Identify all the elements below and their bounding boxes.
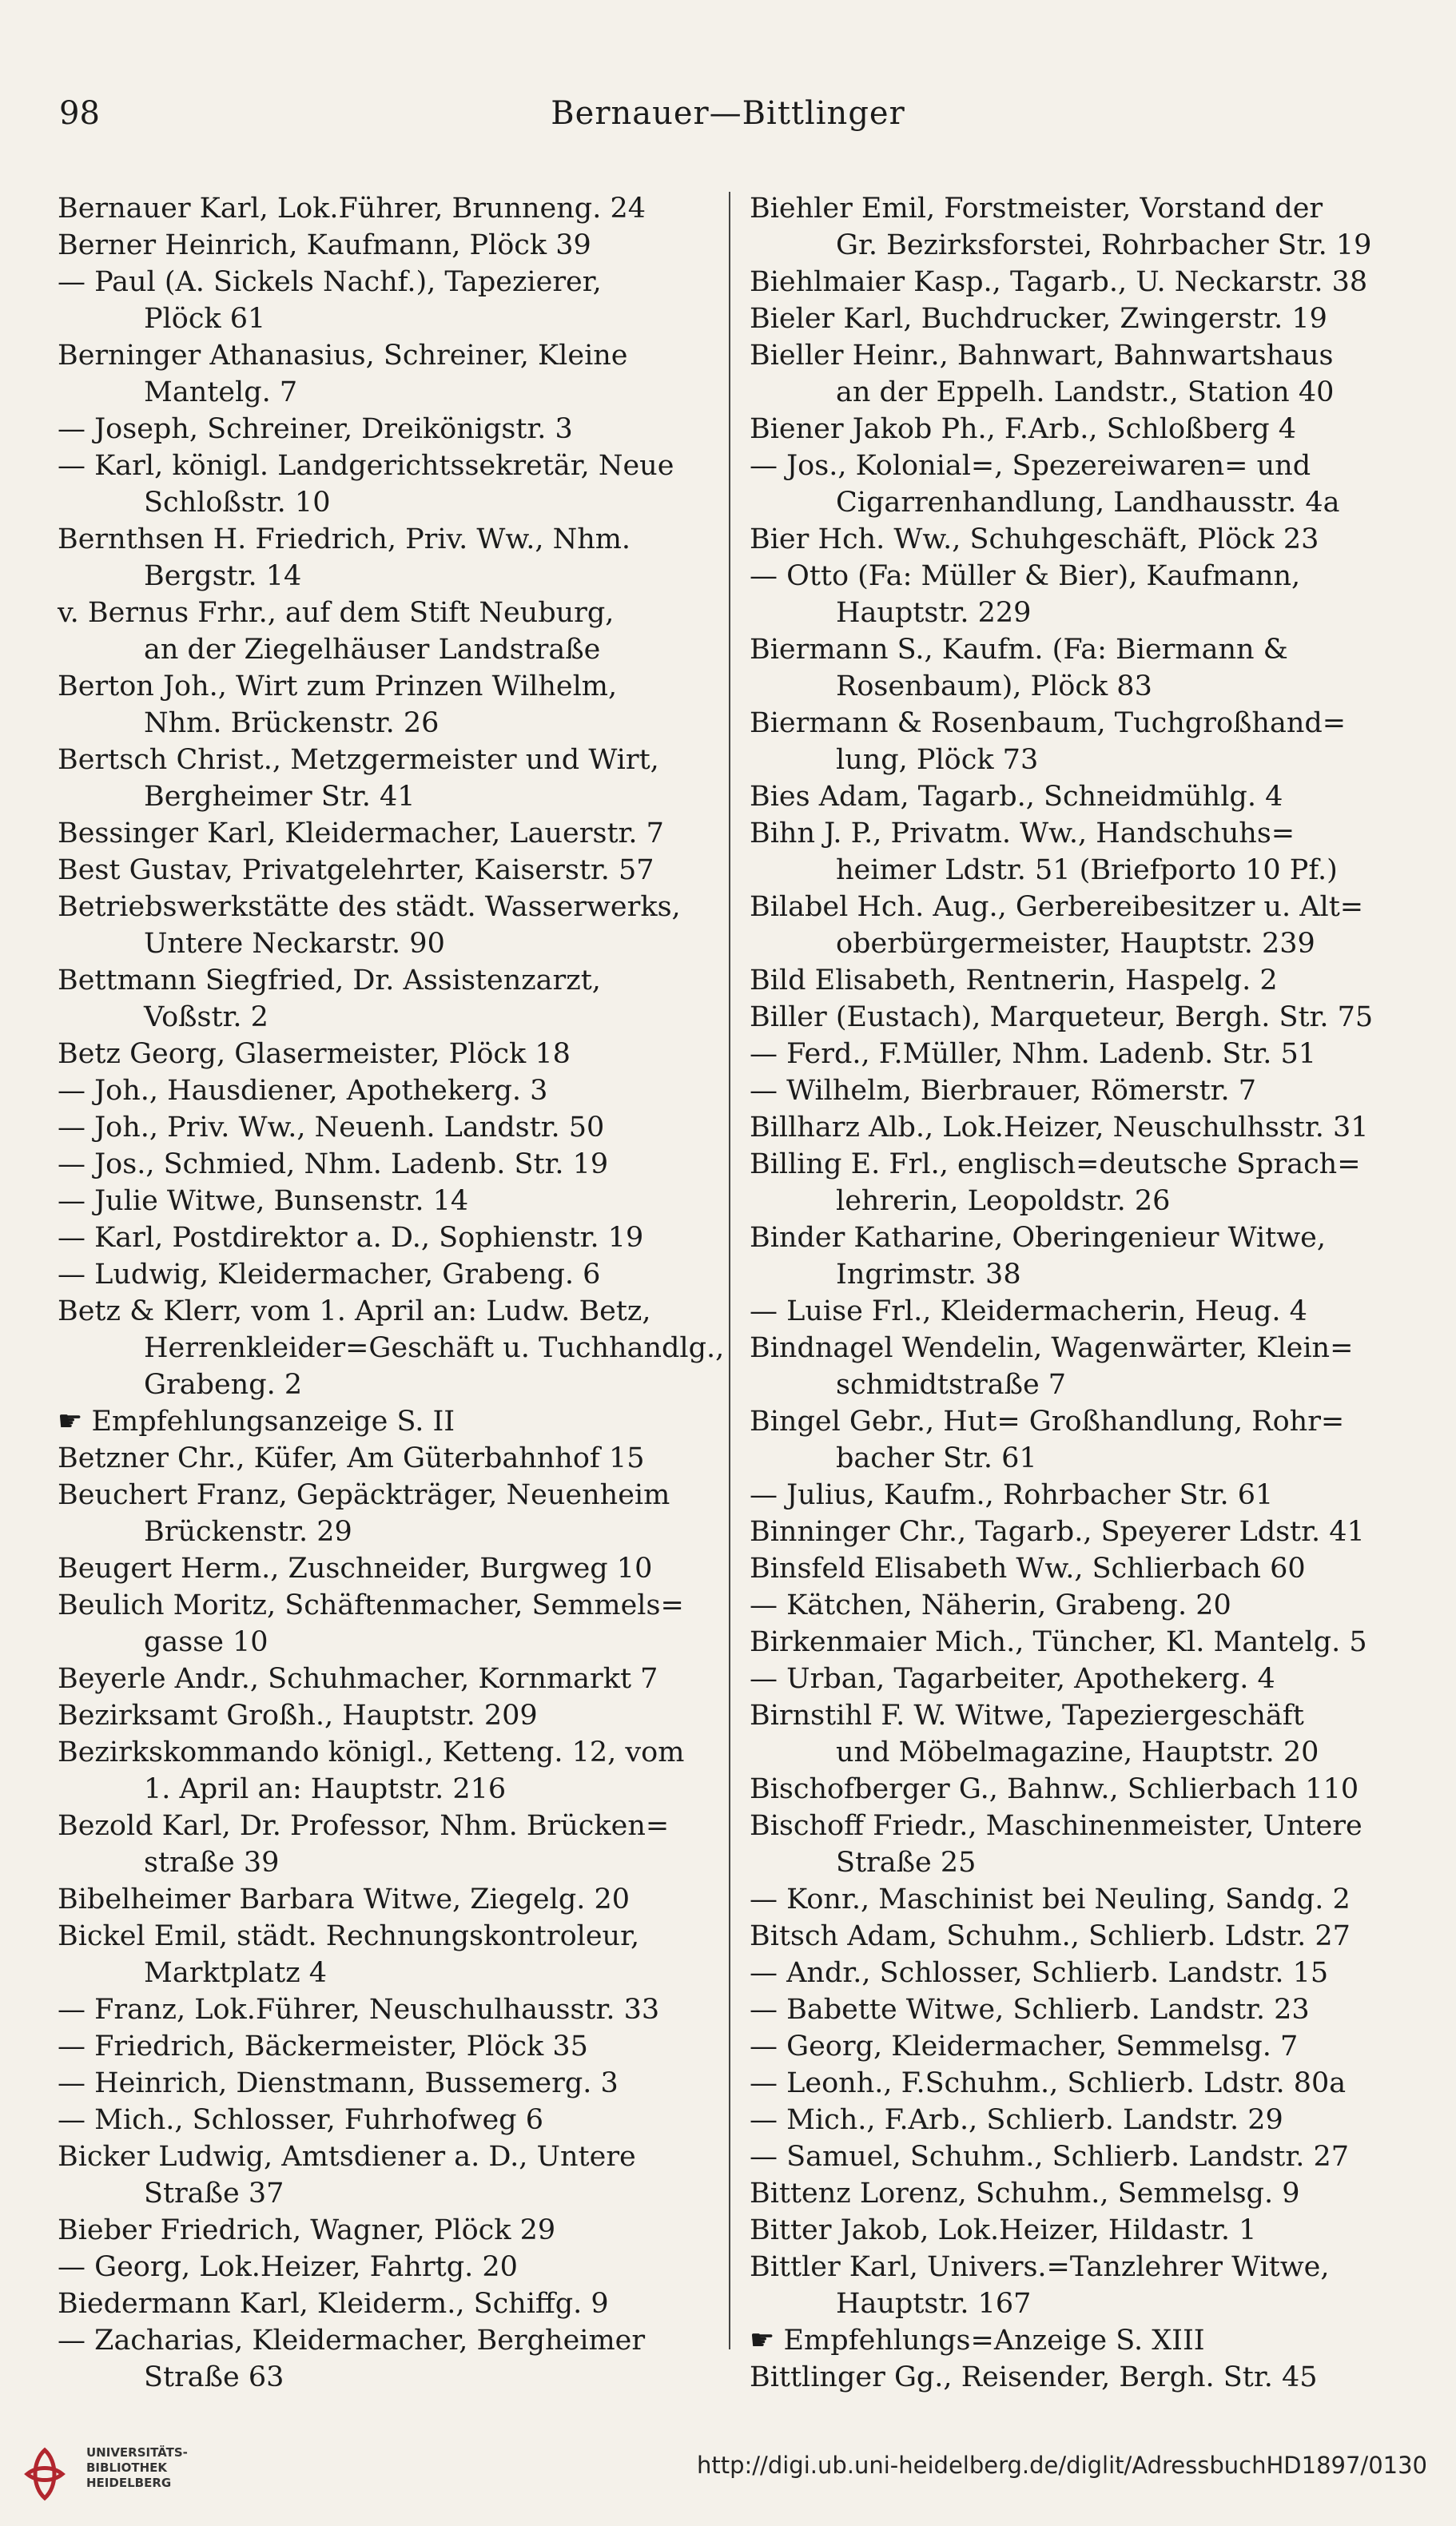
entry-line: Beulich Moritz, Schäftenmacher, Semmels= (58, 1589, 684, 1621)
directory-entry (58, 668, 713, 742)
entry-continuation-line: Nhm. Brückenstr. 26 (144, 707, 440, 739)
entry-line: Bittlinger Gg., Reisender, Bergh. Str. 45 (750, 2361, 1318, 2393)
directory-entry (58, 1808, 713, 1881)
directory-entry (750, 1661, 1398, 1697)
directory-entry (58, 2322, 713, 2396)
entry-line: Berninger Athanasius, Schreiner, Kleine (58, 340, 628, 372)
entry-line: ☛ Empfehlungsanzeige S. II (58, 1406, 455, 1438)
library-seal-icon (16, 2445, 74, 2503)
directory-entry (750, 1036, 1398, 1072)
entry-line: — Luise Frl., Kleidermacherin, Heug. 4 (750, 1295, 1307, 1327)
directory-entry (58, 1440, 713, 1477)
entry-line: Bickel Emil, städt. Rechnungskontroleur, (58, 1920, 640, 1952)
directory-entry (750, 2175, 1398, 2212)
page-number: 98 (59, 95, 100, 132)
entry-line: Bild Elisabeth, Rentnerin, Haspelg. 2 (750, 965, 1278, 996)
entry-line: Binder Katharine, Oberingenieur Witwe, (750, 1222, 1327, 1254)
directory-entry (750, 1808, 1398, 1881)
entry-line: Bettmann Siegfried, Dr. Assistenzarzt, (58, 965, 601, 996)
directory-entry (58, 2102, 713, 2138)
directory-entry (58, 1109, 713, 1146)
directory-entry (58, 1587, 713, 1661)
column-divider (729, 192, 730, 2349)
entry-line: — Otto (Fa: Müller & Bier), Kaufmann, (750, 560, 1301, 592)
directory-entry (58, 889, 713, 962)
entry-continuation-line: Straße 37 (144, 2178, 284, 2210)
entry-continuation-line: Plöck 61 (144, 303, 266, 335)
directory-entry (750, 2102, 1398, 2138)
entry-line: Betriebswerkstätte des städt. Wasserwerks, (58, 891, 681, 923)
directory-entry (750, 2359, 1398, 2396)
entry-continuation-line: straße 39 (144, 1847, 280, 1879)
directory-entry (750, 631, 1398, 705)
directory-entry (750, 411, 1398, 448)
entry-continuation-line: Hauptstr. 167 (836, 2288, 1032, 2320)
directory-entry (58, 2065, 713, 2102)
directory-entry (58, 1403, 713, 1440)
entry-continuation-line: Hauptstr. 229 (836, 597, 1032, 629)
directory-entry (750, 889, 1398, 962)
entry-continuation-line: heimer Ldstr. 51 (Briefporto 10 Pf.) (836, 854, 1338, 886)
directory-entry (750, 1881, 1398, 1918)
directory-entry (750, 1624, 1398, 1661)
entry-continuation-line: bacher Str. 61 (836, 1442, 1037, 1474)
directory-entry (750, 1550, 1398, 1587)
directory-entry (750, 2249, 1398, 2322)
entry-line: Bertsch Christ., Metzgermeister und Wirt, (58, 744, 659, 776)
directory-entry (58, 1734, 713, 1808)
directory-entry (58, 227, 713, 264)
directory-entry (750, 1955, 1398, 1991)
directory-entry (750, 2065, 1398, 2102)
entry-continuation-line: Schloßstr. 10 (144, 487, 331, 519)
entry-line: — Georg, Lok.Heizer, Fahrtg. 20 (58, 2251, 518, 2283)
directory-entry (58, 448, 713, 521)
directory-entry (58, 264, 713, 337)
entry-line: Betzner Chr., Küfer, Am Güterbahnhof 15 (58, 1442, 645, 1474)
directory-entry (750, 1219, 1398, 1293)
directory-entry (750, 1293, 1398, 1330)
entry-line: Bicker Ludwig, Amtsdiener a. D., Untere (58, 2141, 636, 2173)
entry-line: Biehler Emil, Forstmeister, Vorstand der (750, 193, 1323, 225)
entry-line: Bernthsen H. Friedrich, Priv. Ww., Nhm. (58, 523, 631, 555)
entry-line: — Andr., Schlosser, Schlierb. Landstr. 15 (750, 1957, 1329, 1989)
entry-line: Best Gustav, Privatgelehrter, Kaiserstr. 57 (58, 854, 654, 886)
entry-line: Bieller Heinr., Bahnwart, Bahnwartshaus (750, 340, 1334, 372)
directory-entry (750, 448, 1398, 521)
entry-continuation-line: gasse 10 (144, 1626, 269, 1658)
entry-line: Bezold Karl, Dr. Professor, Nhm. Brücken= (58, 1810, 670, 1842)
entry-line: — Ludwig, Kleidermacher, Grabeng. 6 (58, 1259, 601, 1291)
directory-entry (58, 742, 713, 815)
entry-line: — Wilhelm, Bierbrauer, Römerstr. 7 (750, 1075, 1256, 1107)
directory-entry (750, 1109, 1398, 1146)
entry-line: — Karl, Postdirektor a. D., Sophienstr. 19 (58, 1222, 644, 1254)
directory-entry (58, 521, 713, 595)
entry-line: Berner Heinrich, Kaufmann, Plöck 39 (58, 229, 591, 261)
entry-line: Bittler Karl, Univers.=Tanzlehrer Witwe, (750, 2251, 1330, 2283)
entry-continuation-line: an der Ziegelhäuser Landstraße (144, 634, 601, 666)
entry-line: Bezirkskommando königl., Ketteng. 12, vom (58, 1736, 685, 1768)
directory-entry (58, 2138, 713, 2212)
entry-line: Birkenmaier Mich., Tüncher, Kl. Mantelg. 5 (750, 1626, 1367, 1658)
entry-line: Betz & Klerr, vom 1. April an: Ludw. Betz, (58, 1295, 651, 1327)
directory-entry (58, 1881, 713, 1918)
entry-line: — Karl, königl. Landgerichtssekretär, Neue (58, 450, 674, 482)
entry-line: Bernauer Karl, Lok.Führer, Brunneng. 24 (58, 193, 646, 225)
entry-continuation-line: Mantelg. 7 (144, 376, 298, 408)
entry-line: Bihn J. P., Privatm. Ww., Handschuhs= (750, 817, 1295, 849)
entry-line: Biehlmaier Kasp., Tagarb., U. Neckarstr. 38 (750, 266, 1368, 298)
entry-continuation-line: lehrerin, Leopoldstr. 26 (836, 1185, 1171, 1217)
directory-entry (58, 337, 713, 411)
directory-entry (58, 1036, 713, 1072)
directory-entry (750, 1477, 1398, 1514)
entry-line: Birnstihl F. W. Witwe, Tapeziergeschäft (750, 1700, 1304, 1732)
entry-continuation-line: Bergheimer Str. 41 (144, 781, 416, 813)
entry-continuation-line: Straße 25 (836, 1847, 977, 1879)
directory-entry (750, 1697, 1398, 1771)
library-name-line: BIBLIOTHEK (86, 2460, 167, 2475)
entry-line: — Franz, Lok.Führer, Neuschulhausstr. 33 (58, 1994, 660, 2026)
entry-continuation-line: Brückenstr. 29 (144, 1516, 352, 1548)
entry-line: — Heinrich, Dienstmann, Bussemerg. 3 (58, 2067, 619, 2099)
entry-line: Biermann & Rosenbaum, Tuchgroßhand= (750, 707, 1347, 739)
entry-continuation-line: schmidtstraße 7 (836, 1369, 1067, 1401)
directory-entry (750, 815, 1398, 889)
directory-entry (750, 1514, 1398, 1550)
entry-line: — Jos., Schmied, Nhm. Ladenb. Str. 19 (58, 1148, 609, 1180)
directory-entry (58, 815, 713, 852)
entry-line: — Friedrich, Bäckermeister, Plöck 35 (58, 2031, 588, 2063)
directory-entry (750, 300, 1398, 337)
entry-line: Bischofberger G., Bahnw., Schlierbach 110 (750, 1773, 1359, 1805)
entry-line: — Mich., F.Arb., Schlierb. Landstr. 29 (750, 2104, 1283, 2136)
entry-line: — Julius, Kaufm., Rohrbacher Str. 61 (750, 1479, 1274, 1511)
entry-continuation-line: Gr. Bezirksforstei, Rohrbacher Str. 19 (836, 229, 1372, 261)
entry-continuation-line: Grabeng. 2 (144, 1369, 303, 1401)
left-column (58, 190, 725, 2396)
entry-line: Bitter Jakob, Lok.Heizer, Hildastr. 1 (750, 2214, 1257, 2246)
entry-continuation-line: Straße 63 (144, 2361, 284, 2393)
directory-entry (750, 190, 1398, 264)
entry-line: — Joseph, Schreiner, Dreikönigstr. 3 (58, 413, 573, 445)
footer-bar (0, 2421, 1456, 2526)
directory-entry (58, 2212, 713, 2249)
entry-line: Beyerle Andr., Schuhmacher, Kornmarkt 7 (58, 1663, 658, 1695)
directory-entry (58, 1991, 713, 2028)
entry-line: — Babette Witwe, Schlierb. Landstr. 23 (750, 1994, 1310, 2026)
entry-continuation-line: und Möbelmagazine, Hauptstr. 20 (836, 1736, 1319, 1768)
directory-entry (58, 1477, 713, 1550)
directory-entry (750, 264, 1398, 300)
entry-line: Beugert Herm., Zuschneider, Burgweg 10 (58, 1553, 653, 1585)
entry-line: — Konr., Maschinist bei Neuling, Sandg. 2 (750, 1884, 1351, 1915)
entry-continuation-line: Herrenkleider=Geschäft u. Tuchhandlg., (144, 1332, 725, 1364)
entry-line: — Urban, Tagarbeiter, Apothekerg. 4 (750, 1663, 1275, 1695)
entry-line: Bingel Gebr., Hut= Großhandlung, Rohr= (750, 1406, 1345, 1438)
entry-continuation-line: Untere Neckarstr. 90 (144, 928, 445, 960)
entry-line: Bieler Karl, Buchdrucker, Zwingerstr. 19 (750, 303, 1327, 335)
directory-entry (750, 337, 1398, 411)
entry-line: — Paul (A. Sickels Nachf.), Tapezierer, (58, 266, 602, 298)
directory-entry (58, 2028, 713, 2065)
entry-line: — Ferd., F.Müller, Nhm. Ladenb. Str. 51 (750, 1038, 1317, 1070)
directory-entry (750, 705, 1398, 778)
entry-continuation-line: Ingrimstr. 38 (836, 1259, 1021, 1291)
library-name-line: UNIVERSITÄTS- (86, 2445, 188, 2460)
entry-line: Bier Hch. Ww., Schuhgeschäft, Plöck 23 (750, 523, 1319, 555)
directory-entry (750, 962, 1398, 999)
entry-line: — Samuel, Schuhm., Schlierb. Landstr. 27 (750, 2141, 1349, 2173)
directory-entry (58, 1918, 713, 1991)
entry-line: Betz Georg, Glasermeister, Plöck 18 (58, 1038, 571, 1070)
directory-entry (750, 558, 1398, 631)
entry-line: Binninger Chr., Tagarb., Speyerer Ldstr. 41 (750, 1516, 1365, 1548)
entry-line: — Mich., Schlosser, Fuhrhofweg 6 (58, 2104, 543, 2136)
entry-line: Billharz Alb., Lok.Heizer, Neuschulhsstr. 31 (750, 1112, 1369, 1144)
library-logo[interactable] (16, 2429, 200, 2517)
directory-entry (750, 2212, 1398, 2249)
entry-line: Bibelheimer Barbara Witwe, Ziegelg. 20 (58, 1884, 631, 1915)
directory-entry (750, 1072, 1398, 1109)
entry-line: Bies Adam, Tagarb., Schneidmühlg. 4 (750, 781, 1283, 813)
entry-line: Bessinger Karl, Kleidermacher, Lauerstr. 7 (58, 817, 664, 849)
directory-entry (750, 2322, 1398, 2359)
directory-entry (750, 1771, 1398, 1808)
entry-line: Bittenz Lorenz, Schuhm., Semmelsg. 9 (750, 2178, 1300, 2210)
directory-entry (750, 1330, 1398, 1403)
source-url-link[interactable]: http://digi.ub.uni-heidelberg.de/diglit/AdressbuchHD1897/0130 (696, 2452, 1427, 2479)
entry-line: — Georg, Kleidermacher, Semmelsg. 7 (750, 2031, 1299, 2063)
entry-line: — Leonh., F.Schuhm., Schlierb. Ldstr. 80a (750, 2067, 1347, 2099)
entry-continuation-line: Marktplatz 4 (144, 1957, 328, 1989)
directory-entry (58, 852, 713, 889)
directory-entry (750, 1587, 1398, 1624)
entry-line: v. Bernus Frhr., auf dem Stift Neuburg, (58, 597, 615, 629)
directory-entry (58, 1661, 713, 1697)
directory-entry (58, 1697, 713, 1734)
directory-entry (750, 1403, 1398, 1477)
entry-line: Bischoff Friedr., Maschinenmeister, Untere (750, 1810, 1363, 1842)
entry-line: Bilabel Hch. Aug., Gerbereibesitzer u. Alt= (750, 891, 1364, 923)
library-name (86, 2445, 188, 2491)
entry-continuation-line: Bergstr. 14 (144, 560, 302, 592)
entry-line: — Joh., Priv. Ww., Neuenh. Landstr. 50 (58, 1112, 605, 1144)
entry-continuation-line: Cigarrenhandlung, Landhausstr. 4a (836, 487, 1340, 519)
running-title: Bernauer—Bittlinger (551, 95, 905, 132)
entry-line: Biermann S., Kaufm. (Fa: Biermann & (750, 634, 1288, 666)
directory-entry (58, 1072, 713, 1109)
entry-continuation-line: Voßstr. 2 (144, 1001, 269, 1033)
directory-entry (58, 1550, 713, 1587)
entry-line: — Jos., Kolonial=, Spezereiwaren= und (750, 450, 1311, 482)
entry-line: ☛ Empfehlungs=Anzeige S. XIII (750, 2325, 1205, 2357)
directory-entry (58, 962, 713, 1036)
directory-entry (58, 1293, 725, 1403)
directory-entry (58, 1219, 713, 1256)
entry-line: Bieber Friedrich, Wagner, Plöck 29 (58, 2214, 556, 2246)
directory-entry (58, 595, 713, 668)
directory-entry (58, 1256, 713, 1293)
directory-entry (58, 190, 713, 227)
page-header (56, 90, 1400, 137)
entry-line: — Julie Witwe, Bunsenstr. 14 (58, 1185, 469, 1217)
entry-line: — Kätchen, Näherin, Grabeng. 20 (750, 1589, 1231, 1621)
entry-continuation-line: Rosenbaum), Plöck 83 (836, 670, 1152, 702)
entry-continuation-line: lung, Plöck 73 (836, 744, 1039, 776)
directory-entry (750, 1918, 1398, 1955)
directory-entry (58, 1146, 713, 1183)
entry-line: Bezirksamt Großh., Hauptstr. 209 (58, 1700, 538, 1732)
directory-entry (750, 999, 1398, 1036)
entry-line: Bindnagel Wendelin, Wagenwärter, Klein= (750, 1332, 1354, 1364)
entry-continuation-line: 1. April an: Hauptstr. 216 (144, 1773, 507, 1805)
entry-line: Billing E. Frl., englisch=deutsche Sprach= (750, 1148, 1361, 1180)
entry-line: Biedermann Karl, Kleiderm., Schiffg. 9 (58, 2288, 609, 2320)
directory-entry (750, 2028, 1398, 2065)
entry-line: Binsfeld Elisabeth Ww., Schlierbach 60 (750, 1553, 1306, 1585)
entry-line: Biller (Eustach), Marqueteur, Bergh. Str. 75 (750, 1001, 1374, 1033)
entry-line: — Joh., Hausdiener, Apothekerg. 3 (58, 1075, 548, 1107)
entry-line: Bitsch Adam, Schuhm., Schlierb. Ldstr. 27 (750, 1920, 1351, 1952)
directory-entry (750, 2138, 1398, 2175)
directory-entry (58, 1183, 713, 1219)
entry-line: Biener Jakob Ph., F.Arb., Schloßberg 4 (750, 413, 1297, 445)
directory-entry (750, 1146, 1398, 1219)
directory-entry (58, 2285, 713, 2322)
entry-continuation-line: an der Eppelh. Landstr., Station 40 (836, 376, 1335, 408)
entry-line: Beuchert Franz, Gepäckträger, Neuenheim (58, 1479, 670, 1511)
directory-entry (750, 521, 1398, 558)
directory-entry (750, 1991, 1398, 2028)
entry-line: Berton Joh., Wirt zum Prinzen Wilhelm, (58, 670, 618, 702)
right-column (750, 190, 1398, 2396)
directory-entry (58, 2249, 713, 2285)
directory-entry (58, 411, 713, 448)
directory-entry (750, 778, 1398, 815)
library-name-line: HEIDELBERG (86, 2476, 172, 2490)
entry-line: — Zacharias, Kleidermacher, Bergheimer (58, 2325, 646, 2357)
entry-continuation-line: oberbürgermeister, Hauptstr. 239 (836, 928, 1315, 960)
